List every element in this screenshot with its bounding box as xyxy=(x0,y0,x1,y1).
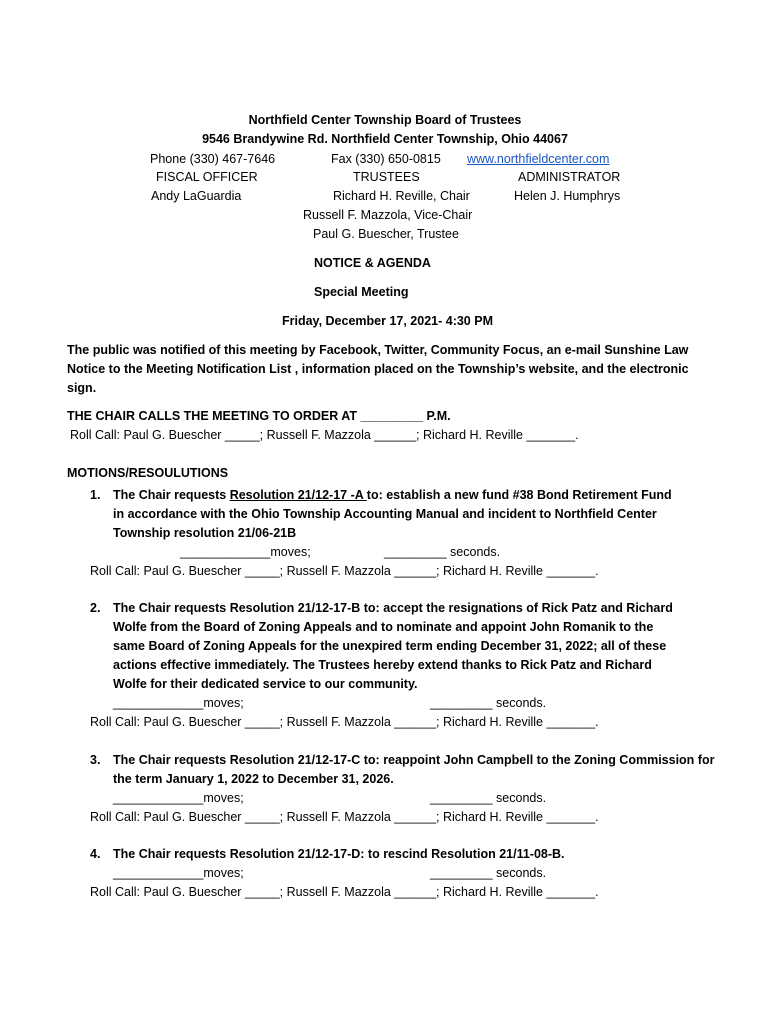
trustee-chair: Richard H. Reville, Chair xyxy=(333,189,470,203)
item-line: the term January 1, 2022 to December 31, 2026. xyxy=(113,772,394,786)
roll-call: Roll Call: Paul G. Buescher _____; Russell F. Mazzola ______; Richard H. Reville _______. xyxy=(70,428,579,442)
call-to-order: THE CHAIR CALLS THE MEETING TO ORDER AT _________ P.M. xyxy=(67,409,451,423)
item-number: 2. xyxy=(90,601,101,615)
meeting-date: Friday, December 17, 2021- 4:30 PM xyxy=(282,314,493,328)
item-text: to: establish a new fund #38 Bond Retirement Fund xyxy=(366,488,672,502)
administrator-title: ADMINISTRATOR xyxy=(518,170,621,184)
item-line: actions effective immediately. The Trustees hereby extend thanks to Rick Patz and Richard xyxy=(113,658,652,672)
item-number: 3. xyxy=(90,753,101,767)
roll-call: Roll Call: Paul G. Buescher _____; Russell F. Mazzola ______; Richard H. Reville _______. xyxy=(90,885,599,899)
item-line: The Chair requests Resolution 21/12-17-D: to rescind Resolution 21/11-08-B. xyxy=(113,847,565,861)
roll-call: Roll Call: Paul G. Buescher _____; Russell F. Mazzola ______; Richard H. Reville _______. xyxy=(90,564,599,578)
fiscal-officer-title: FISCAL OFFICER xyxy=(156,170,258,184)
seconds-blank: _________ seconds. xyxy=(430,696,547,710)
item-line: Township resolution 21/06-21B xyxy=(113,526,297,540)
moves-blank: _____________moves; xyxy=(113,696,244,710)
moves-blank: _____________moves; xyxy=(113,866,244,880)
moves-blank: _____________moves; xyxy=(180,545,311,559)
public-notice-line: Notice to the Meeting Notification List , information placed on the Township’s website, and the electronic xyxy=(67,362,689,376)
public-notice-line: The public was notified of this meeting by Facebook, Twitter, Community Focus, an e-mail Sunshine Law xyxy=(67,343,689,357)
item-line: Wolfe from the Board of Zoning Appeals and to nominate and appoint John Romanik to the xyxy=(113,620,654,634)
item-line: same Board of Zoning Appeals for the unexpired term ending December 31, 2022; all of these xyxy=(113,639,667,653)
item-line xyxy=(113,487,672,503)
seconds-blank: _________ seconds. xyxy=(430,791,547,805)
phone-number: Phone (330) 467-7646 xyxy=(150,152,276,166)
fiscal-officer-name: Andy LaGuardia xyxy=(151,189,242,203)
administrator-name: Helen J. Humphrys xyxy=(514,189,621,203)
item-line: Wolfe for their dedicated service to our community. xyxy=(113,677,418,691)
roll-call: Roll Call: Paul G. Buescher _____; Russell F. Mazzola ______; Richard H. Reville _______. xyxy=(90,810,599,824)
website-link[interactable]: www.northfieldcenter.com xyxy=(467,152,610,166)
meeting-type: Special Meeting xyxy=(314,285,409,299)
item-number: 4. xyxy=(90,847,101,861)
motions-heading: MOTIONS/RESOULUTIONS xyxy=(67,466,229,480)
trustees-title: TRUSTEES xyxy=(353,170,420,184)
fax-number: Fax (330) 650-0815 xyxy=(331,152,441,166)
item-line: in accordance with the Ohio Township Accounting Manual and incident to Northfield Center xyxy=(113,507,657,521)
notice-title: NOTICE & AGENDA xyxy=(314,256,431,270)
public-notice-line: sign. xyxy=(67,381,97,395)
seconds-blank: _________ seconds. xyxy=(430,866,547,880)
item-prefix: The Chair requests xyxy=(113,488,230,502)
org-name: Northfield Center Township Board of Trustees xyxy=(248,113,522,127)
org-address: 9546 Brandywine Rd. Northfield Center Township, Ohio 44067 xyxy=(202,132,568,146)
roll-call: Roll Call: Paul G. Buescher _____; Russell F. Mazzola ______; Richard H. Reville _______. xyxy=(90,715,599,729)
trustee-vice-chair: Russell F. Mazzola, Vice-Chair xyxy=(303,208,473,222)
seconds-blank: _________ seconds. xyxy=(384,545,501,559)
moves-blank: _____________moves; xyxy=(113,791,244,805)
item-number: 1. xyxy=(90,488,101,502)
resolution-number: Resolution 21/12-17 -A xyxy=(229,488,367,502)
item-line: The Chair requests Resolution 21/12-17-B to: accept the resignations of Rick Patz and Richard xyxy=(113,601,673,615)
item-line: The Chair requests Resolution 21/12-17-C to: reappoint John Campbell to the Zoning Commission for xyxy=(113,753,715,767)
trustee-member: Paul G. Buescher, Trustee xyxy=(313,227,459,241)
